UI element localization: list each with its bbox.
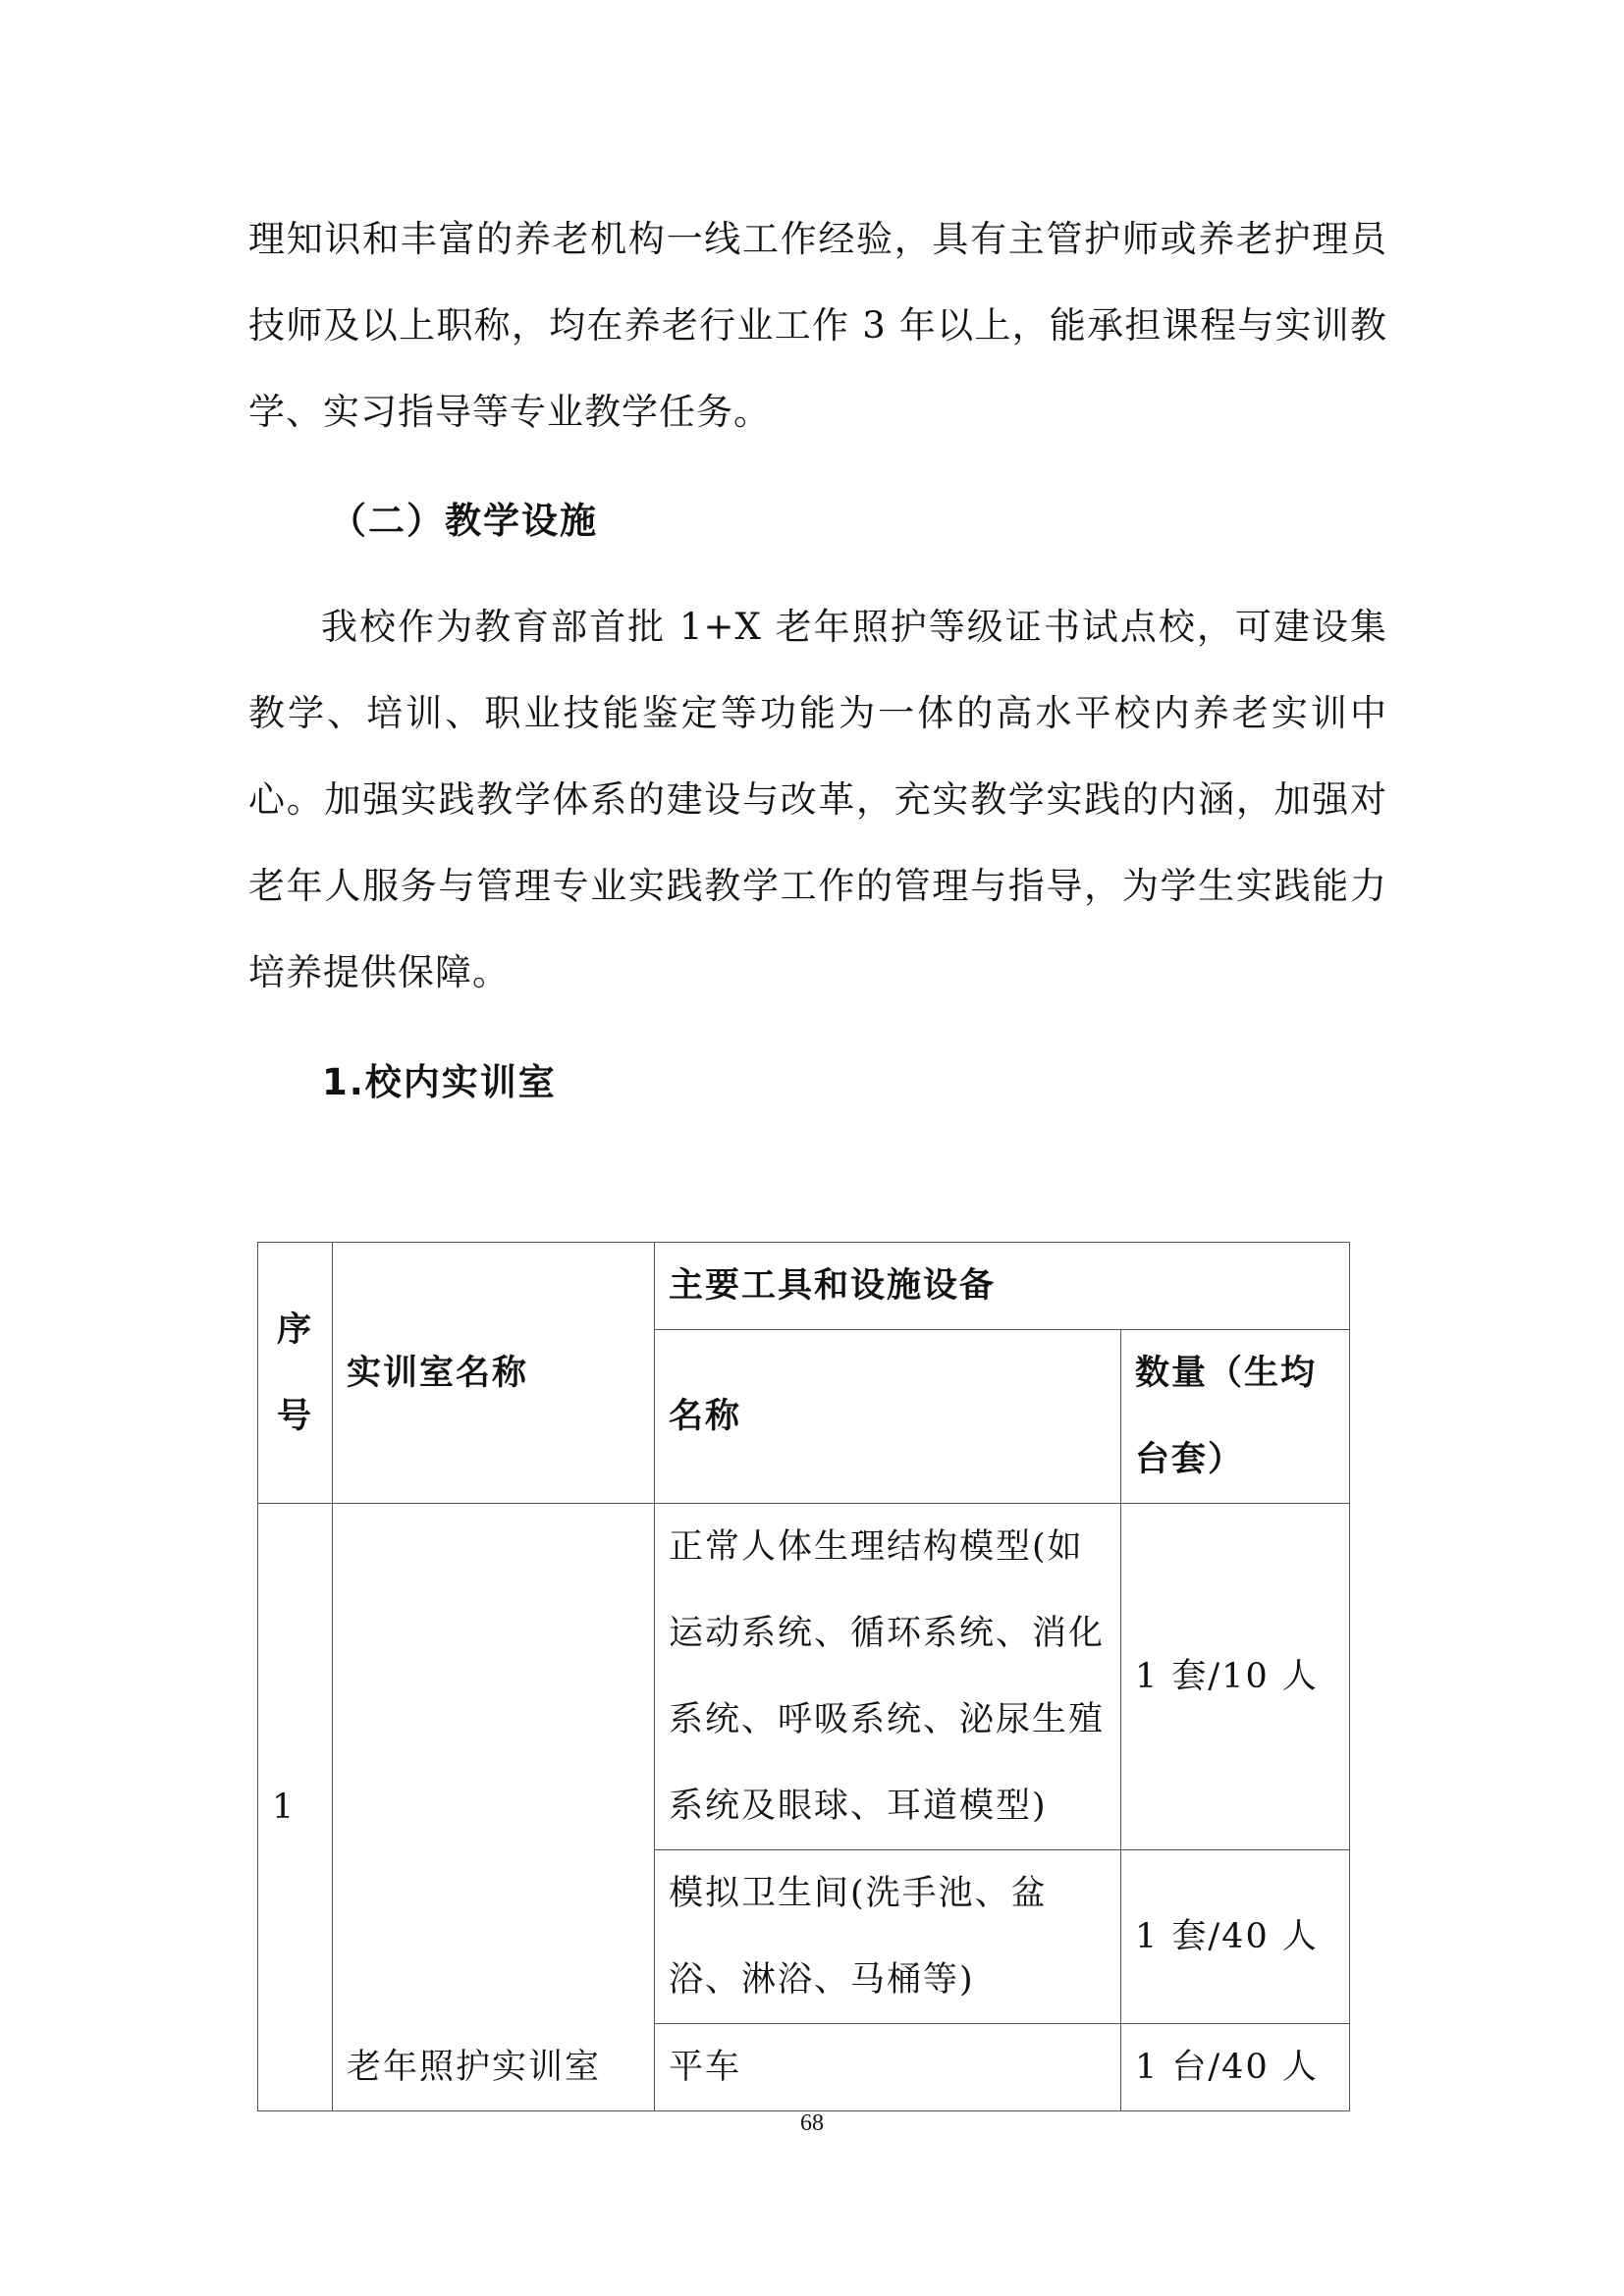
header-main-equipment: 主要工具和设施设备 <box>655 1243 1350 1330</box>
row-room-name: 老年照护实训室 <box>333 1504 655 2111</box>
paragraph-teacher-qualifications: 理知识和丰富的养老机构一线工作经验，具有主管护师或养老护理员技师及以上职称，均在养老行业工作 3 年以上，能承担课程与实训教学、实习指导等专业教学任务。 <box>248 218 1387 433</box>
subsection-heading-training-rooms: 1.校内实训室 <box>322 1061 557 1103</box>
table-header-row <box>258 1243 1350 1330</box>
section-heading-teaching-facilities: （二）教学设施 <box>330 500 598 542</box>
header-seq: 序号 <box>258 1243 333 1504</box>
item-quantity: 1 套/10 人 <box>1121 1504 1350 1850</box>
header-item-name: 名称 <box>655 1330 1121 1504</box>
item-name: 平车 <box>655 2024 1121 2111</box>
item-quantity: 1 套/40 人 <box>1121 1850 1350 2024</box>
item-name: 模拟卫生间(洗手池、盆浴、淋浴、马桶等) <box>655 1850 1121 2024</box>
header-room-name: 实训室名称 <box>333 1243 655 1504</box>
table-row <box>258 1504 1350 1850</box>
row-seq: 1 <box>258 1504 333 2111</box>
page-number: 68 <box>800 2110 824 2136</box>
training-room-table <box>257 1242 1350 2111</box>
header-quantity: 数量（生均台套） <box>1121 1330 1350 1504</box>
item-name: 正常人体生理结构模型(如运动系统、循环系统、消化系统、呼吸系统、泌尿生殖系统及眼球、耳道模型) <box>655 1504 1121 1850</box>
item-quantity: 1 台/40 人 <box>1121 2024 1350 2111</box>
paragraph-facilities-intro: 我校作为教育部首批 1+X 老年照护等级证书试点校，可建设集教学、培训、职业技能鉴定等功能为一体的高水平校内养老实训中心。加强实践教学体系的建设与改革，充实教学实践的内涵，加强对老年人服务与管理专业实践教学工作的管理与指导，为学生实践能力培养提供保障。 <box>248 606 1387 993</box>
